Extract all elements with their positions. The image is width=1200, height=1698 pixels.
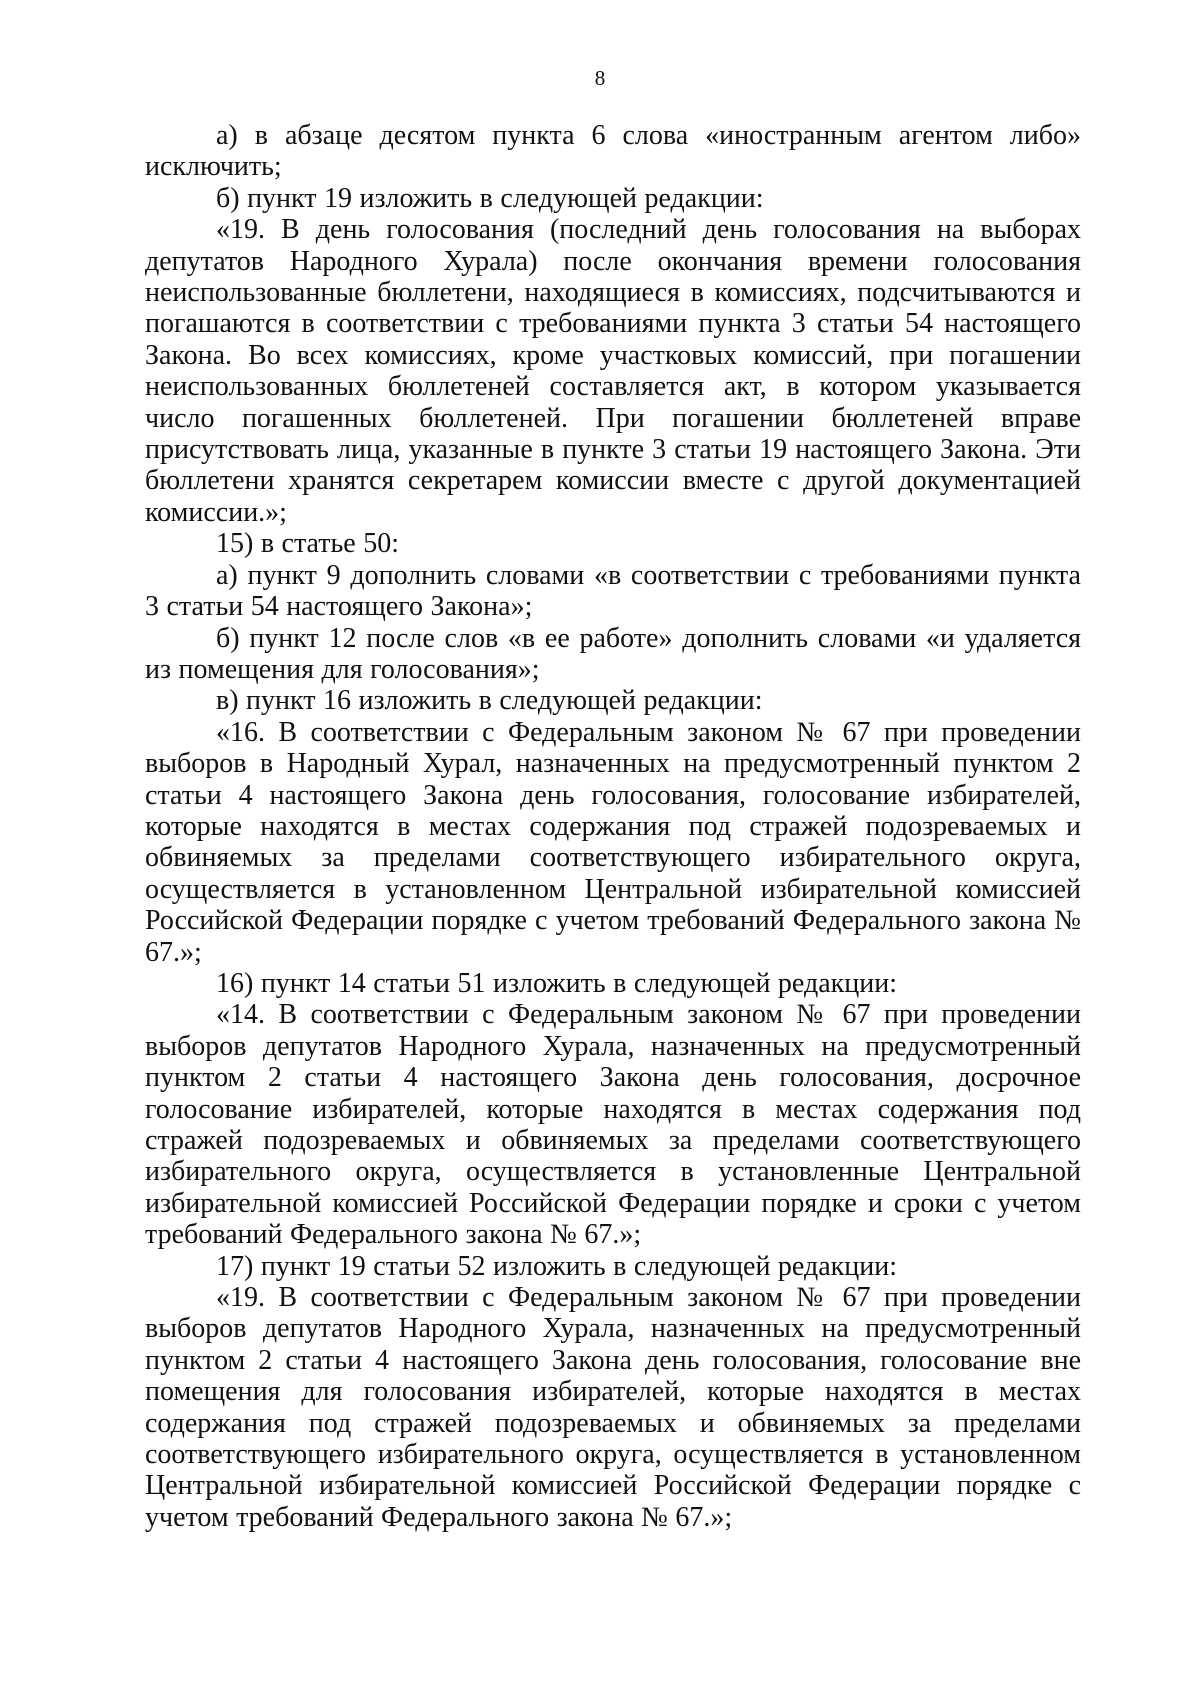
paragraph-amend-a-item-6: а) в абзаце десятом пункта 6 слова «иностранным агентом либо» исключить; [145,120,1081,183]
paragraph-item-14-text: «14. В соответствии с Федеральным законом № 67 при проведении выборов депутатов Народного Хурала, назначенных на предусмотренный пунктом 2 статьи 4 настоящего Закона день голосования, досрочное голосование избирателей, которые находятся в местах содержания под стражей подозреваемых и обвиняемых за пределами соответствующего избирательного округа, осуществляется в установленные Центральной избирательной комиссией Российской Федерации порядке и сроки с учетом требований Федерального закона № 67.»; [145,999,1081,1251]
paragraph-point-15: 15) в статье 50: [216,528,399,560]
paragraph-amend-c-item-16: в) пункт 16 изложить в следующей редакции: [216,685,763,717]
paragraph-item-19-text: «19. В день голосования (последний день голосования на выборах депутатов Народного Хурала) после окончания времени голосования неиспользованные бюллетени, находящиеся в комиссиях, подсчитываются и погашаются в соответствии с требованиями пункта 3 статьи 54 настоящего Закона. Во всех комиссиях, кроме участковых комиссий, при погашении неиспользованных бюллетеней составляется акт, в котором указывается число погашенных бюллетеней. При погашении бюллетеней вправе присутствовать лица, указанные в пункте 3 статьи 19 настоящего Закона. Эти бюллетени хранятся секретарем комиссии вместе с другой документацией комиссии.»; [145,214,1081,528]
paragraph-point-16: 16) пункт 14 статьи 51 изложить в следующей редакции: [216,967,898,999]
paragraph-amend-b-item-19: б) пункт 19 изложить в следующей редакции: [216,182,764,214]
document-body [145,120,1081,1533]
paragraph-point-17: 17) пункт 19 статьи 52 изложить в следующей редакции: [216,1250,898,1282]
paragraph-amend-a-item-9: а) пункт 9 дополнить словами «в соответствии с требованиями пункта 3 статьи 54 настоящего Закона»; [145,559,1081,623]
paragraph-item-19-art52-text: «19. В соответствии с Федеральным законом № 67 при проведении выборов депутатов Народного Хурала, назначенных на предусмотренный пунктом 2 статьи 4 настоящего Закона день голосования, голосование вне помещения для голосования избирателей, которые находятся в местах содержания под стражей подозреваемых и обвиняемых за пределами соответствующего избирательного округа, осуществляется в установленном Центральной избирательной комиссией Российской Федерации порядке с учетом требований Федерального закона № 67.»; [145,1282,1081,1533]
paragraph-item-16-text: «16. В соответствии с Федеральным законом № 67 при проведении выборов в Народный Хурал, назначенных на предусмотренный пунктом 2 статьи 4 настоящего Закона день голосования, голосование избирателей, которые находятся в местах содержания под стражей подозреваемых и обвиняемых за пределами соответствующего избирательного округа, осуществляется в установленном Центральной избирательной комиссией Российской Федерации порядке с учетом требований Федерального закона № 67.»; [145,716,1081,968]
page-number: 8 [594,66,606,90]
paragraph-amend-b-item-12: б) пункт 12 после слов «в ее работе» дополнить словами «и удаляется из помещения для голосования»; [145,622,1081,685]
